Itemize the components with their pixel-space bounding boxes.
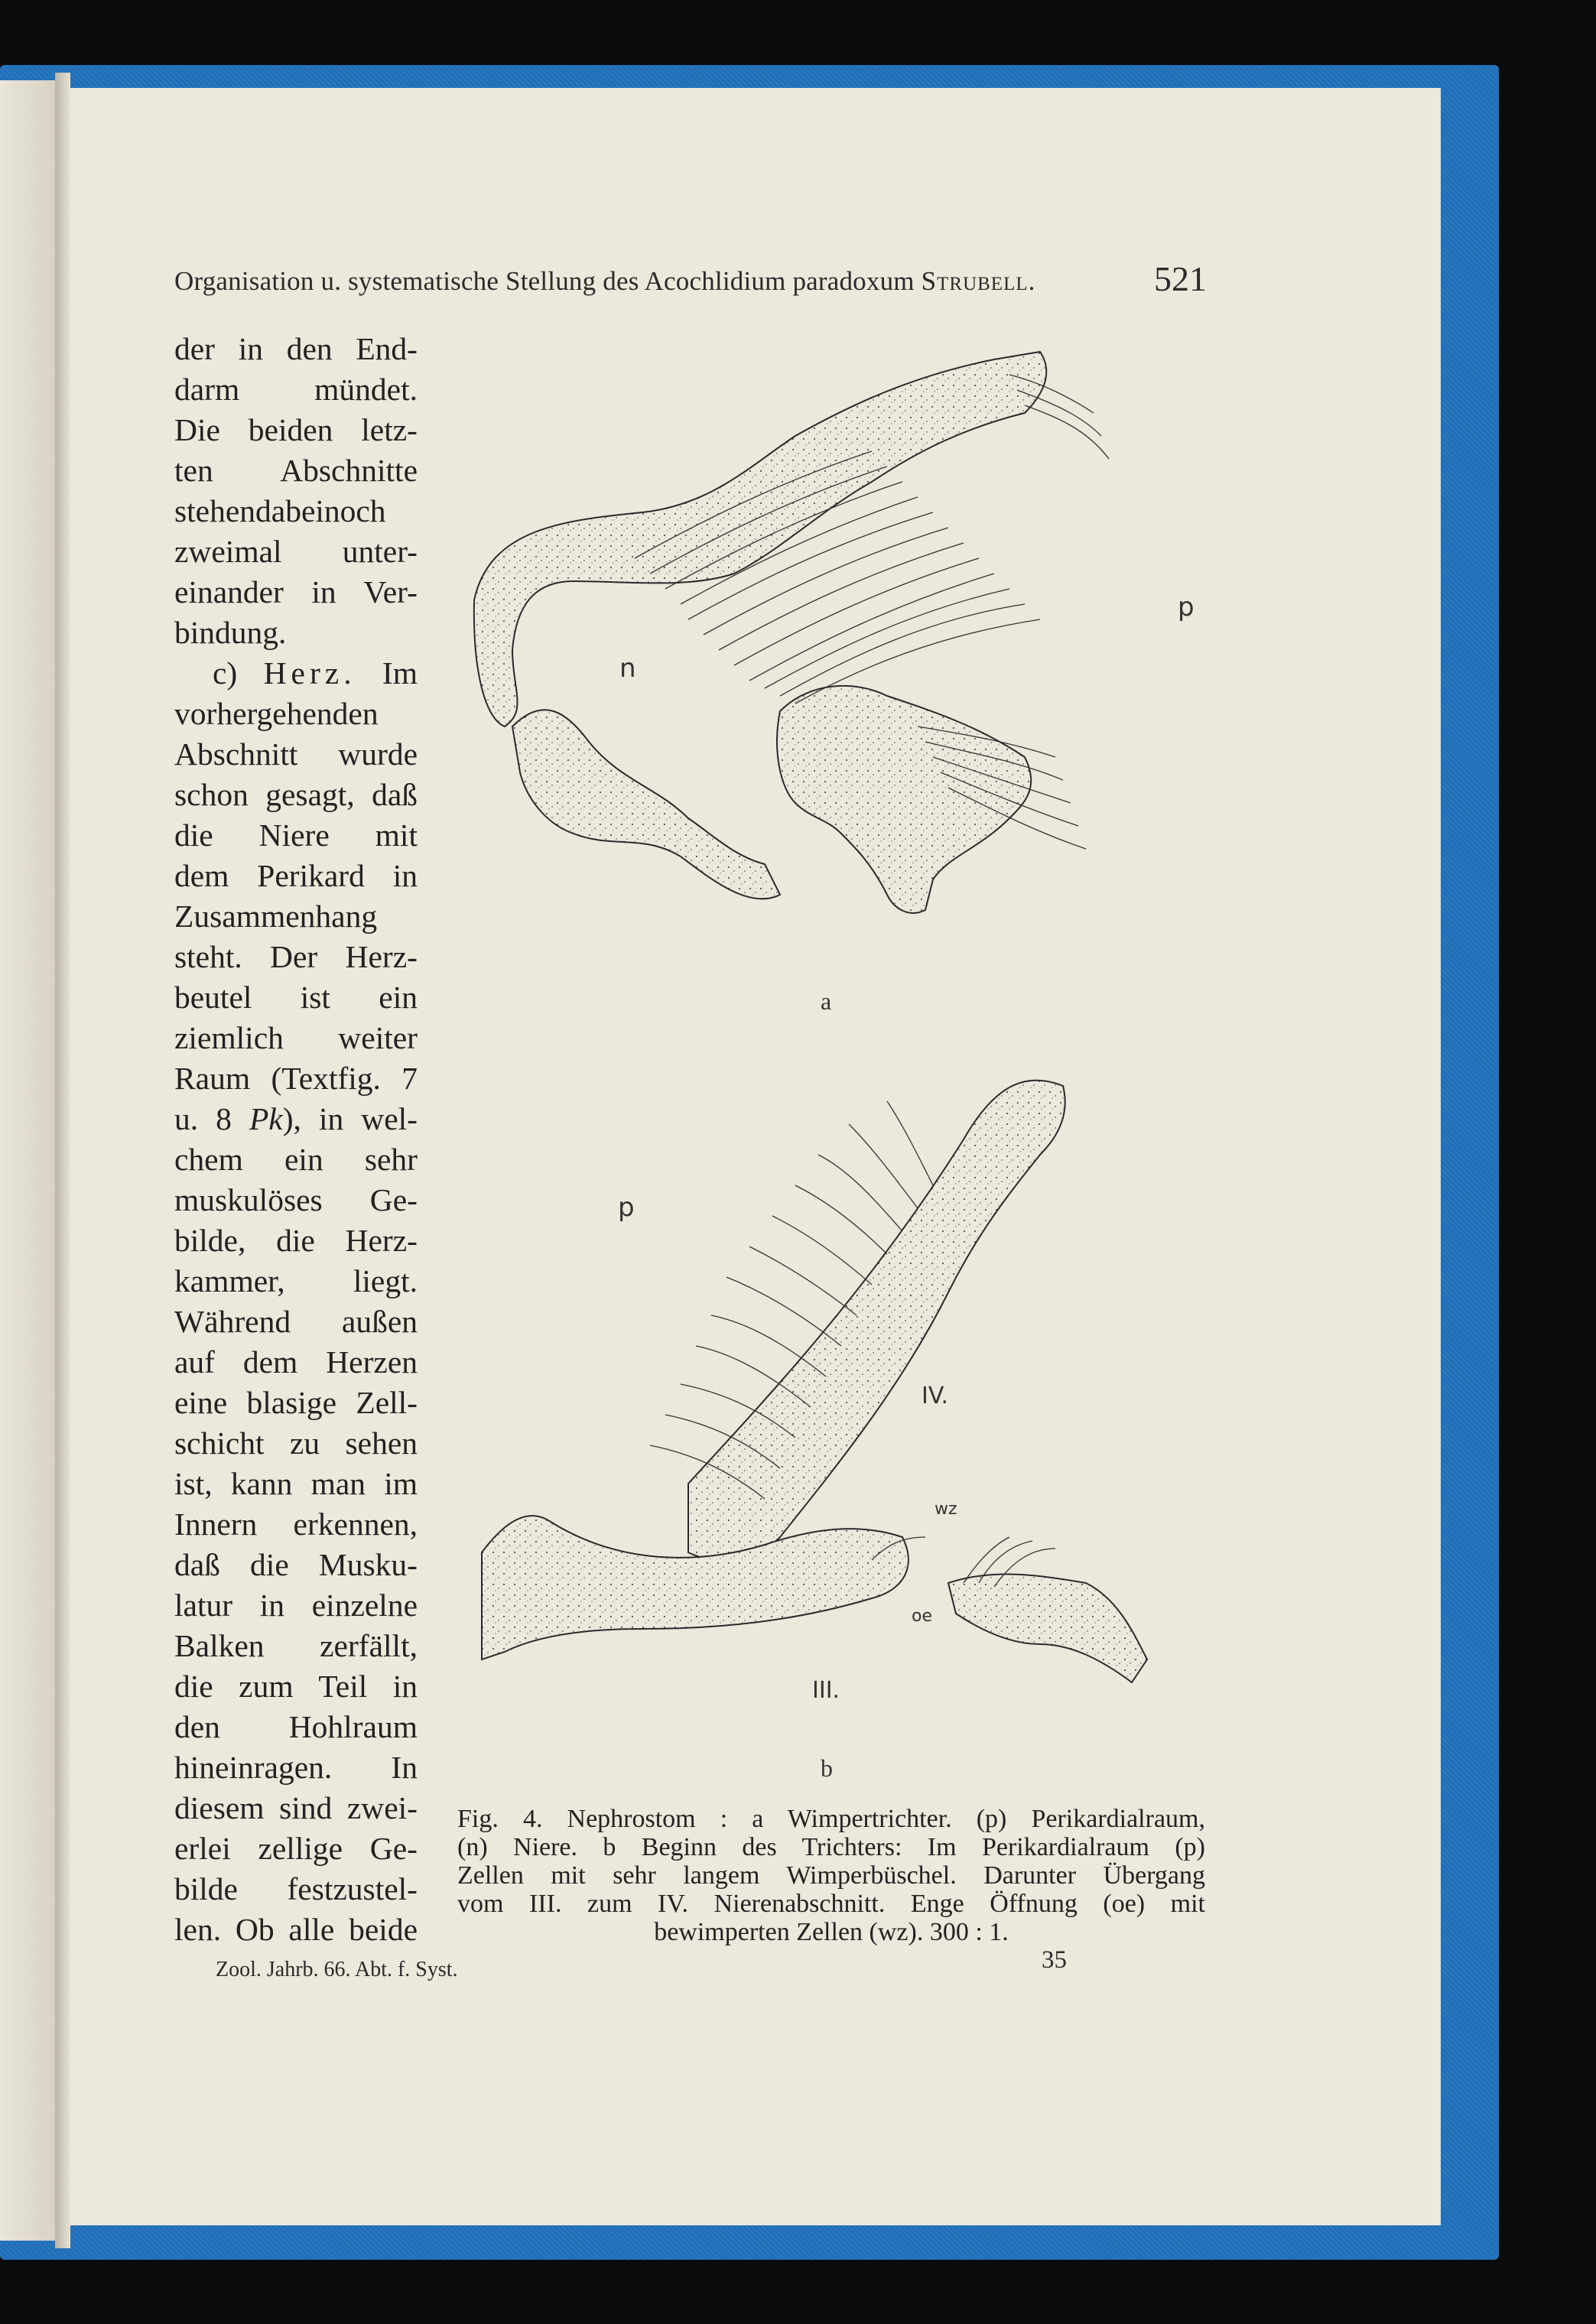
text-line: bilde festzustel- bbox=[174, 1871, 418, 1906]
text-line: den Hohlraum bbox=[174, 1709, 418, 1744]
figure-label-wz: wz bbox=[935, 1500, 957, 1519]
figure-4-nephrostom bbox=[459, 329, 1216, 1789]
figure-label-p-a: p bbox=[1178, 592, 1195, 622]
figure-label-p-b: p bbox=[618, 1192, 635, 1223]
caption-line: vom III. zum IV. Nierenabschnitt. Enge Öffnung (oe) mit bbox=[457, 1890, 1205, 1918]
text-line: stehendabeinoch bbox=[174, 493, 386, 528]
journal-footer: Zool. Jahrb. 66. Abt. f. Syst. bbox=[216, 1958, 458, 1981]
text-line: der in den End- bbox=[174, 331, 418, 366]
body-text-column bbox=[174, 329, 418, 1950]
figure-label-b: b bbox=[821, 1754, 833, 1782]
figure-label-oe: oe bbox=[912, 1607, 932, 1626]
page-gutter bbox=[55, 73, 70, 2248]
text-line: bindung. bbox=[174, 615, 287, 650]
text-line: bilde, die Herz- bbox=[174, 1223, 418, 1258]
tissue-duct-band-b bbox=[688, 1081, 1065, 1561]
caption-line: Fig. 4. Nephrostom : a Wimpertrichter. (p) Perikardialraum, bbox=[457, 1805, 1205, 1833]
caption-line: (n) Niere. b Beginn des Trichters: Im Perikardialraum (p) bbox=[457, 1833, 1205, 1861]
text-line: diesem sind zwei- bbox=[174, 1790, 418, 1825]
text-line: Abschnitt wurde bbox=[174, 736, 418, 772]
text-line: ziemlich weiter bbox=[174, 1020, 418, 1055]
tissue-right-lobe-b bbox=[948, 1574, 1147, 1682]
text-line: vorhergehenden bbox=[174, 696, 379, 731]
text-line: darm mündet. bbox=[174, 372, 418, 407]
section-heading-line: c) Herz. Im bbox=[213, 655, 418, 691]
text-line: Raum (Textfig. 7 bbox=[174, 1061, 418, 1096]
text-line: len. Ob alle beide bbox=[174, 1912, 418, 1947]
text-line: beutel ist ein bbox=[174, 980, 418, 1015]
text-line: daß die Musku- bbox=[174, 1547, 418, 1582]
text-line: muskulöses Ge- bbox=[174, 1182, 418, 1217]
text-line: einander in Ver- bbox=[174, 574, 418, 609]
drawing-a bbox=[474, 352, 1046, 913]
tissue-funnel-stem-a bbox=[777, 686, 1031, 913]
left-page-edge bbox=[0, 80, 55, 2241]
text-line: hineinragen. In bbox=[174, 1750, 418, 1785]
figure-caption bbox=[457, 1805, 1205, 1946]
text-line: latur in einzelne bbox=[174, 1588, 418, 1623]
text-line: erlei zellige Ge- bbox=[174, 1831, 418, 1866]
text-line: Während außen bbox=[174, 1304, 418, 1339]
text-line: steht. Der Herz- bbox=[174, 939, 418, 974]
signature-mark: 35 bbox=[1042, 1946, 1067, 1974]
text-line: ten Abschnitte bbox=[174, 453, 418, 488]
text-line: eine blasige Zell- bbox=[174, 1385, 418, 1420]
text-line: die zum Teil in bbox=[174, 1669, 418, 1704]
caption-line: Zellen mit sehr langem Wimperbüschel. Darunter Übergang bbox=[457, 1861, 1205, 1890]
text-line: auf dem Herzen bbox=[174, 1344, 418, 1380]
caption-line: bewimperten Zellen (wz). 300 : 1. bbox=[654, 1918, 1009, 1946]
text-line: chem ein sehr bbox=[174, 1142, 418, 1177]
page-number: 521 bbox=[1154, 259, 1207, 298]
text-line-pk: u. 8 Pk), in wel- bbox=[174, 1101, 418, 1136]
figure-label-III: III. bbox=[812, 1677, 840, 1704]
text-line: Die beiden letz- bbox=[174, 412, 418, 447]
figure-label-n: n bbox=[619, 653, 636, 684]
running-title: Organisation u. systematische Stellung des Acochlidium paradoxum Strubell. bbox=[174, 266, 1035, 296]
text-line: Zusammenhang bbox=[174, 899, 378, 934]
text-line: schicht zu sehen bbox=[174, 1425, 418, 1461]
text-line: ist, kann man im bbox=[174, 1466, 418, 1501]
text-line: schon gesagt, daß bbox=[174, 777, 418, 812]
text-line: kammer, liegt. bbox=[174, 1263, 418, 1299]
text-line: dem Perikard in bbox=[174, 858, 418, 893]
text-line: Innern erkennen, bbox=[174, 1507, 418, 1542]
text-line: zweimal unter- bbox=[174, 534, 418, 569]
figure-label-a: a bbox=[821, 987, 832, 1015]
text-line: Balken zerfällt, bbox=[174, 1628, 418, 1663]
running-header bbox=[174, 258, 1207, 304]
section-heading-herz: Herz. bbox=[263, 655, 356, 691]
text-line: die Niere mit bbox=[174, 817, 418, 853]
figure-label-IV: IV. bbox=[922, 1383, 949, 1409]
drawing-b bbox=[482, 1081, 1147, 1682]
tissue-lower-lobe-a bbox=[512, 710, 780, 899]
